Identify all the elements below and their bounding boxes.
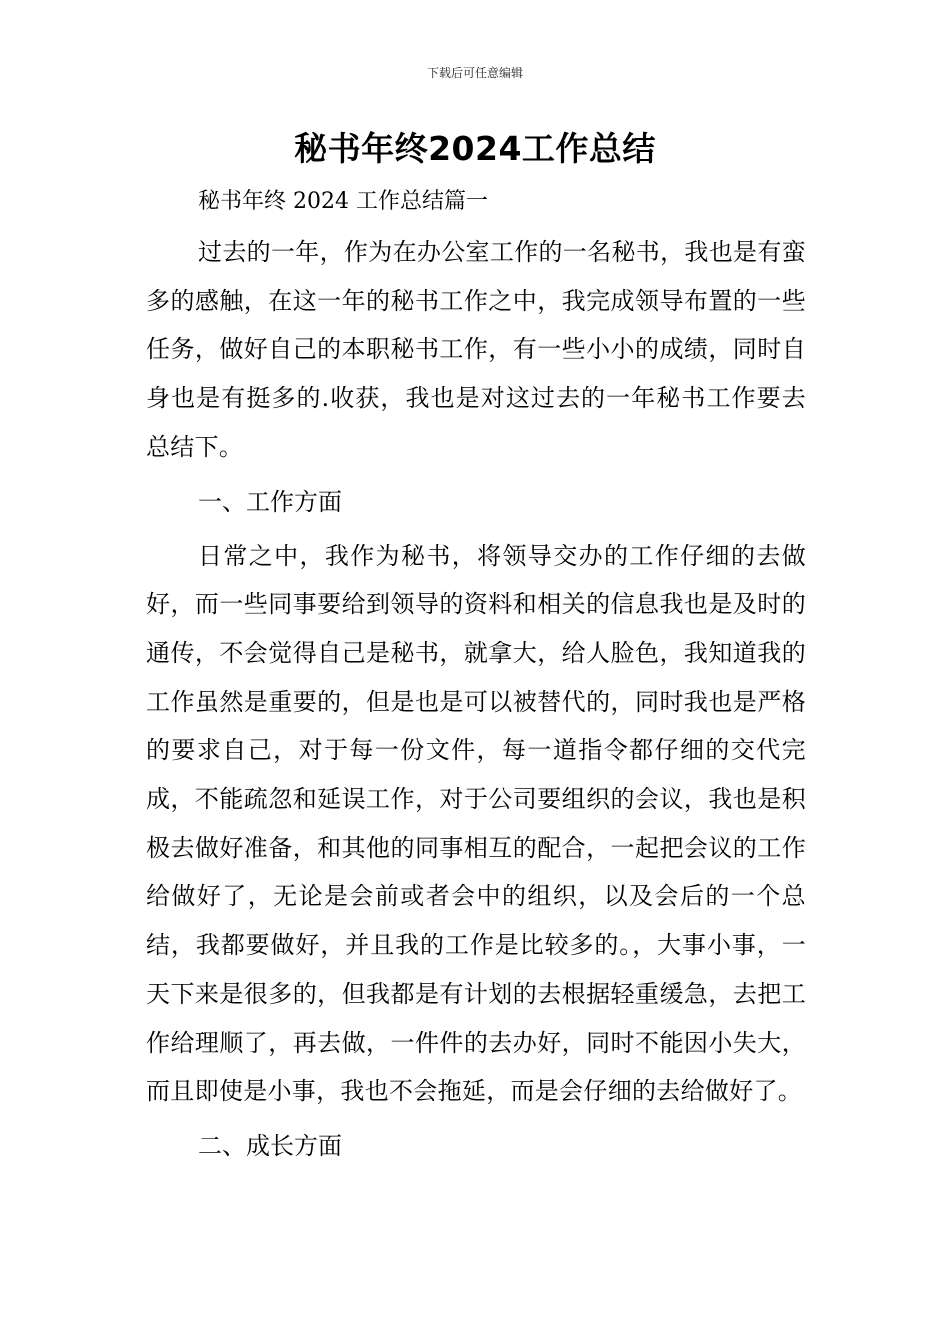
document-title: 秘书年终2024工作总结 [294, 129, 656, 168]
work-paragraph: 日常之中，我作为秘书，将领导交办的工作仔细的去做好，而一些同事要给到领导的资料和相关的信息我也是及时的通传，不会觉得自己是秘书，就拿大，给人脸色，我知道我的工作虽然是重要的，但是也是可以被替代的，同时我也是严格的要求自己，对于每一份文件，每一道指令都仔细的交代完成，不能疏忽和延误工作，对于公司要组织的会议，我也是积极去做好准备，和其他的同事相互的配合，一起把会议的工作给做好了，无论是会前或者会中的组织，以及会后的一个总结，我都要做好，并且我的工作是比较多的。，大事小事，一天下来是很多的，但我都是有计划的去根据轻重缓急，去把工作给理顺了，再去做，一件件的去办好，同时不能因小失大，而且即使是小事，我也不会拖延，而是会仔细的去给做好了。 [146, 541, 806, 1106]
page-header-note: 下载后可任意编辑 [426, 66, 523, 80]
document-body [146, 178, 806, 1176]
document-subtitle: 秘书年终 2024 工作总结篇一 [198, 189, 488, 214]
intro-paragraph: 过去的一年，作为在办公室工作的一名秘书，我也是有蛮多的感触，在这一年的秘书工作之中，我完成领导布置的一些任务，做好自己的本职秘书工作，有一些小小的成绩，同时自身也是有挺多的.收获，我也是对这过去的一年秘书工作要去总结下。 [146, 238, 806, 461]
section-heading-work: 一、工作方面 [198, 487, 342, 516]
section-heading-growth: 二、成长方面 [198, 1131, 342, 1160]
